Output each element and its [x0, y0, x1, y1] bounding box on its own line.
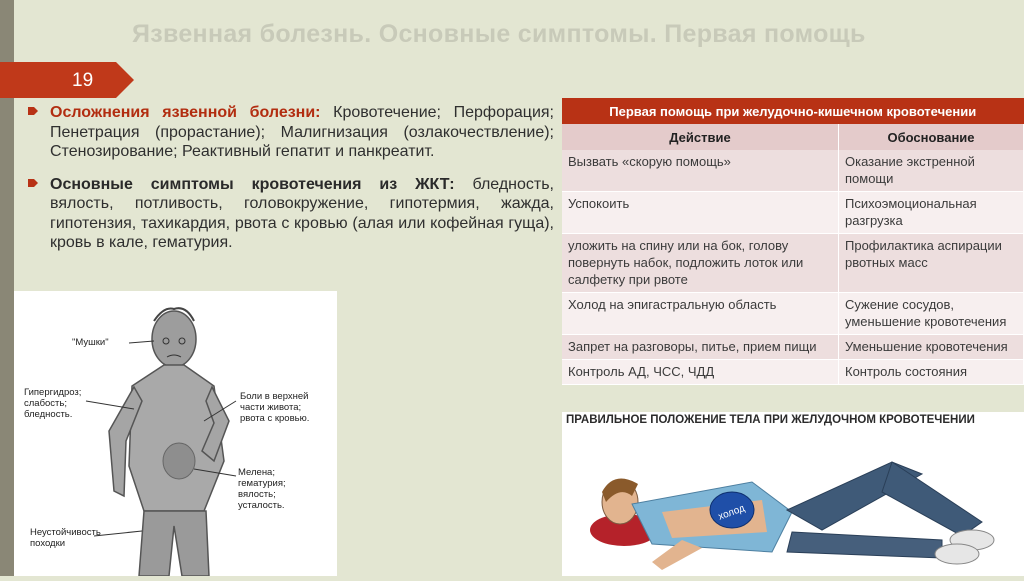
table-header-reason: Обоснование: [839, 124, 1024, 150]
table-row: [562, 293, 1024, 335]
table-cell: Успокоить: [562, 192, 839, 234]
label-line: рвота с кровью.: [240, 413, 310, 424]
table-cell: Профилактика аспирации рвотных масс: [839, 234, 1024, 293]
label-line: бледность.: [24, 409, 73, 420]
label-mushki: "Мушки": [72, 337, 109, 348]
label-melena: [238, 467, 286, 511]
slide-number-badge: [0, 62, 134, 98]
table-cell: Оказание экстренной помощи: [839, 150, 1024, 192]
table-cell: Уменьшение кровотечения: [839, 335, 1024, 360]
bullet-arrow-icon: [28, 107, 38, 115]
table-cell: уложить на спину или на бок, голову повернуть набок, подложить лоток или салфетку при рвоте: [562, 234, 839, 293]
table-cell: Запрет на разговоры, питье, прием пищи: [562, 335, 839, 360]
slide-number-arrow: [0, 62, 134, 98]
label-gait: [30, 527, 101, 549]
label-line: части живота;: [240, 402, 302, 413]
text-block: [28, 103, 554, 266]
slide-title: Язвенная болезнь. Основные симптомы. Первая помощь: [132, 20, 866, 48]
table-cell: Холод на эпигастральную область: [562, 293, 839, 335]
bullet-symptoms: [28, 175, 554, 253]
label-line: Боли в верхней: [240, 391, 309, 402]
table-row: [562, 360, 1024, 385]
lying-patient-image: [562, 412, 1024, 576]
bullet-complications: [28, 103, 554, 162]
table-row: [562, 335, 1024, 360]
symptoms-illustration: [14, 291, 337, 576]
illustration-caption: ПРАВИЛЬНОЕ ПОЛОЖЕНИЕ ТЕЛА ПРИ ЖЕЛУДОЧНОМ КРОВОТЕЧЕНИИ: [566, 414, 975, 426]
bullet-text: бледность, вялость, потливость, головокружение, гипотермия, жажда, гипотензия, тахикардия, рвота с кровью (алая или кофейная гуща), кровь в кале, гематурия.: [50, 175, 555, 251]
table-cell: Психоэмоциональная разгрузка: [839, 192, 1024, 234]
bullet-text: Кровотечение; Перфорация; Пенетрация (прорастание); Малигнизация (озлакочествление); Стенозирование; Реактивный гепатит и панкреатит.: [50, 104, 554, 160]
label-line: слабость;: [24, 398, 67, 409]
label-hyperhidrosis: [24, 387, 81, 420]
bullet-title: Осложнения язвенной болезни:: [50, 104, 321, 121]
label-pain: [240, 391, 309, 424]
table-cell: Сужение сосудов, уменьшение кровотечения: [839, 293, 1024, 335]
table-row: [562, 192, 1024, 234]
label-line: усталость.: [238, 500, 285, 511]
label-line: Гипергидроз;: [24, 387, 82, 398]
first-aid-table: [562, 98, 1024, 385]
table-header-action: Действие: [562, 124, 839, 150]
label-line: гематурия;: [238, 478, 286, 489]
bullet-title: Основные симптомы кровотечения из ЖКТ:: [50, 175, 455, 193]
label-line: Мелена;: [238, 467, 275, 478]
table-row: [562, 234, 1024, 293]
label-line: походки: [30, 538, 66, 549]
bullet-arrow-icon: [28, 179, 38, 187]
table-row: [562, 150, 1024, 192]
body-position-illustration: [562, 412, 1024, 576]
table-title: Первая помощь при желудочно-кишечном кровотечении: [562, 98, 1024, 124]
ice-pack-label: холод: [716, 502, 747, 523]
label-line: Неустойчивость: [30, 527, 101, 538]
table-cell: Контроль АД, ЧСС, ЧДД: [562, 360, 839, 385]
table-cell: Контроль состояния: [839, 360, 1024, 385]
table-cell: Вызвать «скорую помощь»: [562, 150, 839, 192]
label-line: вялость;: [238, 489, 276, 500]
slide-number: 19: [72, 70, 94, 91]
